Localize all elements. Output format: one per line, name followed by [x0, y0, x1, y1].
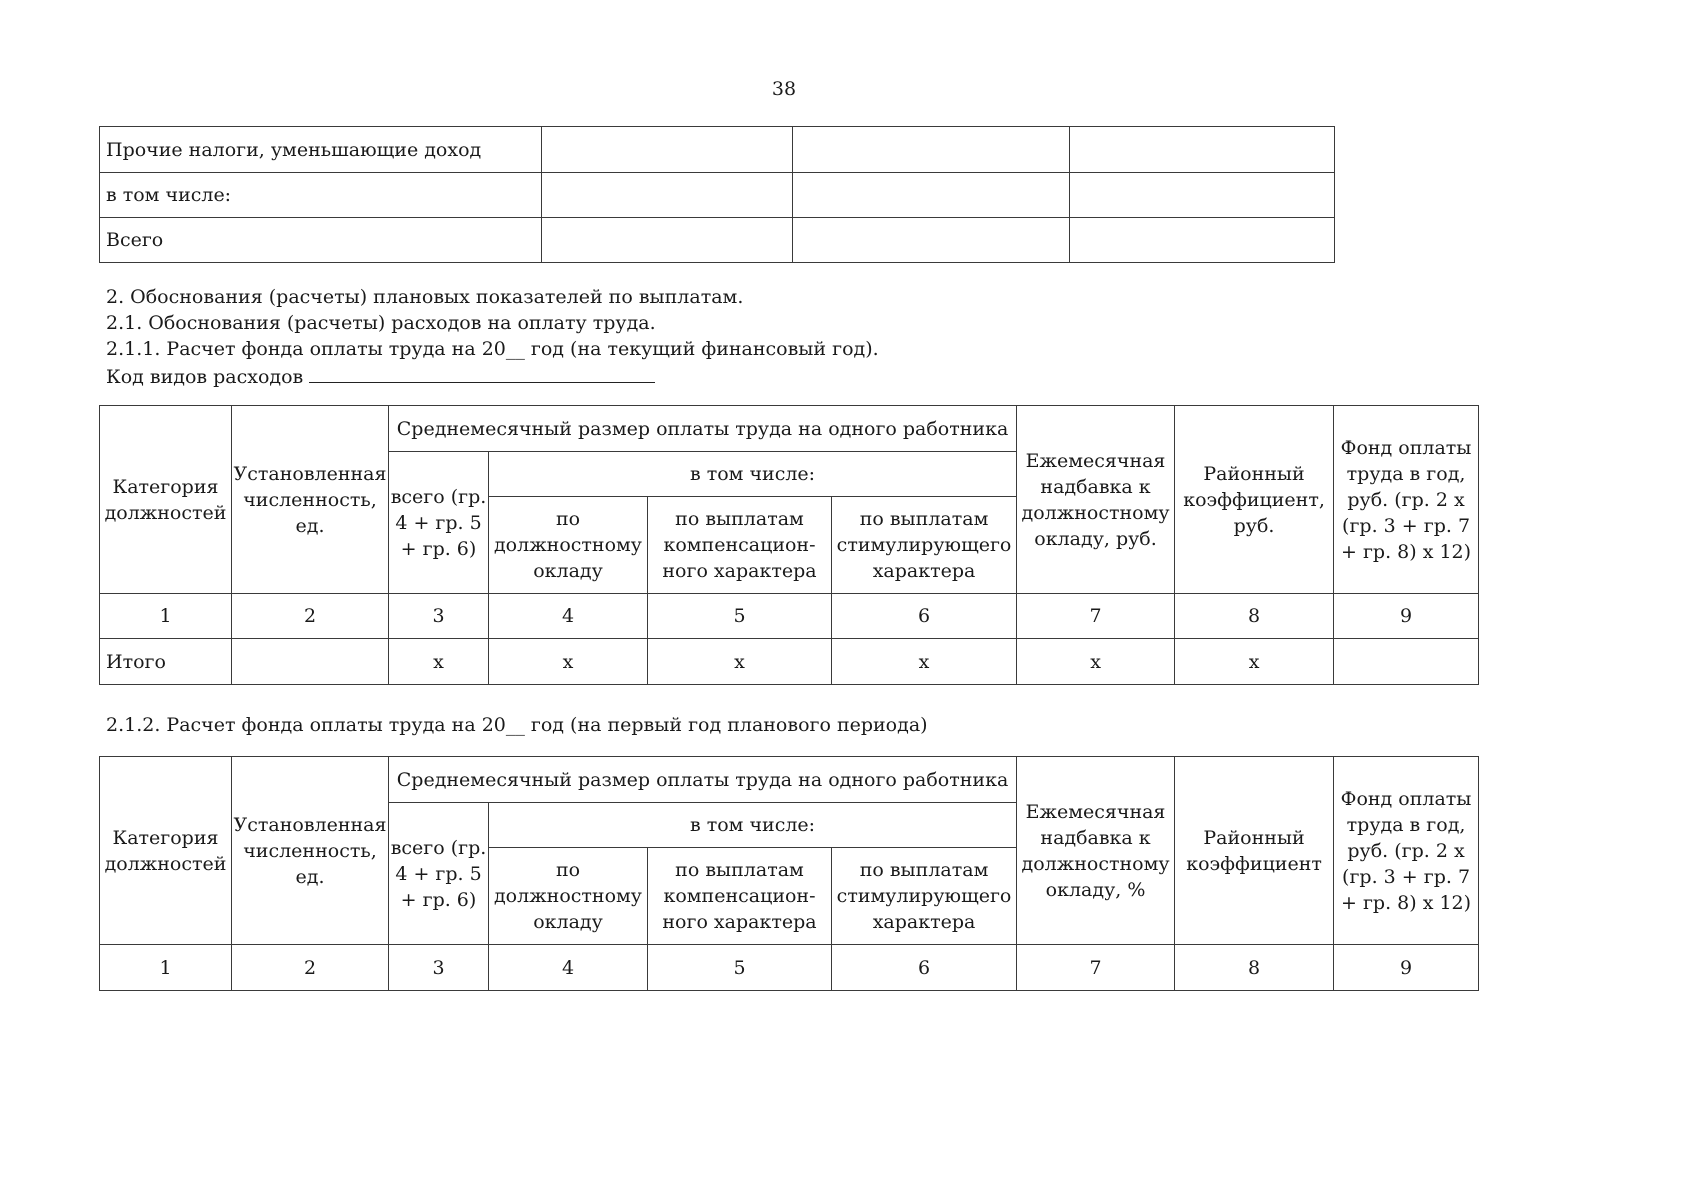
- column-number: 3: [389, 945, 489, 991]
- expense-code-line: [106, 362, 655, 390]
- column-number: 9: [1334, 945, 1479, 991]
- total-cell: x: [648, 639, 832, 685]
- column-number: 5: [648, 594, 832, 639]
- table2-caption: 2.1.2. Расчет фонда оплаты труда на 20__ год (на первый год планового периода): [106, 714, 928, 736]
- header-category: Категория должностей: [100, 757, 232, 945]
- total-cell: x: [1017, 639, 1175, 685]
- table-cell[interactable]: [542, 127, 793, 173]
- column-number: 2: [232, 945, 389, 991]
- table-row-label: в том числе:: [100, 173, 542, 218]
- header-headcount: Установленная численность, ед.: [232, 406, 389, 594]
- table-cell[interactable]: [793, 127, 1070, 173]
- table-row-label: Прочие налоги, уменьшающие доход: [100, 127, 542, 173]
- column-number: 6: [832, 945, 1017, 991]
- header-including: в том числе:: [489, 803, 1017, 848]
- total-cell: x: [832, 639, 1017, 685]
- header-base-salary: по должностному окладу: [489, 848, 648, 945]
- header-including: в том числе:: [489, 452, 1017, 497]
- table-row-label: Всего: [100, 218, 542, 263]
- payroll-table-first-plan-year: [99, 756, 1479, 991]
- header-annual-fund: Фонд оплаты труда в год, руб. (гр. 2 x (гр. 3 + гр. 7 + гр. 8) x 12): [1334, 406, 1479, 594]
- header-monthly-bonus: Ежемесячная надбавка к должностному окладу, %: [1017, 757, 1175, 945]
- table-cell[interactable]: [1070, 127, 1335, 173]
- section-heading: 2. Обоснования (расчеты) плановых показателей по выплатам.: [106, 286, 744, 308]
- total-row-label: Итого: [100, 639, 232, 685]
- header-incentive: по выплатам стимулирующего характера: [832, 848, 1017, 945]
- column-number: 3: [389, 594, 489, 639]
- header-base-salary: по должностному окладу: [489, 497, 648, 594]
- column-number: 5: [648, 945, 832, 991]
- table-cell[interactable]: [793, 173, 1070, 218]
- header-headcount: Установленная численность, ед.: [232, 757, 389, 945]
- total-cell: x: [389, 639, 489, 685]
- column-number: 1: [100, 945, 232, 991]
- table-cell[interactable]: [793, 218, 1070, 263]
- total-cell[interactable]: [232, 639, 389, 685]
- other-taxes-table: [99, 126, 1335, 263]
- header-regional-coefficient: Районный коэффициент: [1175, 757, 1334, 945]
- header-avg-salary: Среднемесячный размер оплаты труда на одного работника: [389, 406, 1017, 452]
- header-annual-fund: Фонд оплаты труда в год, руб. (гр. 2 x (гр. 3 + гр. 7 + гр. 8) x 12): [1334, 757, 1479, 945]
- column-number: 4: [489, 594, 648, 639]
- expense-code-label: Код видов расходов: [106, 366, 304, 388]
- column-number: 2: [232, 594, 389, 639]
- page-number: 38: [771, 78, 797, 100]
- column-number: 9: [1334, 594, 1479, 639]
- total-cell: x: [489, 639, 648, 685]
- header-monthly-bonus: Ежемесячная надбавка к должностному окладу, руб.: [1017, 406, 1175, 594]
- subsection-heading: 2.1. Обоснования (расчеты) расходов на оплату труда.: [106, 312, 656, 334]
- header-compensation: по выплатам компенсацион-ного характера: [648, 848, 832, 945]
- column-number: 8: [1175, 594, 1334, 639]
- expense-code-field[interactable]: [309, 362, 655, 383]
- header-regional-coefficient: Районный коэффициент, руб.: [1175, 406, 1334, 594]
- header-category: Категория должностей: [100, 406, 232, 594]
- header-compensation: по выплатам компенсацион-ного характера: [648, 497, 832, 594]
- table-cell[interactable]: [542, 173, 793, 218]
- total-cell[interactable]: [1334, 639, 1479, 685]
- table-cell[interactable]: [1070, 173, 1335, 218]
- payroll-table-current-year: [99, 405, 1479, 685]
- subsubsection-heading: 2.1.1. Расчет фонда оплаты труда на 20__ год (на текущий финансовый год).: [106, 338, 879, 360]
- table-cell[interactable]: [542, 218, 793, 263]
- header-avg-salary: Среднемесячный размер оплаты труда на одного работника: [389, 757, 1017, 803]
- header-incentive: по выплатам стимулирующего характера: [832, 497, 1017, 594]
- column-number: 7: [1017, 594, 1175, 639]
- column-number: 6: [832, 594, 1017, 639]
- column-number: 7: [1017, 945, 1175, 991]
- header-total: всего (гр. 4 + гр. 5 + гр. 6): [389, 452, 489, 594]
- header-total: всего (гр. 4 + гр. 5 + гр. 6): [389, 803, 489, 945]
- table-cell[interactable]: [1070, 218, 1335, 263]
- column-number: 1: [100, 594, 232, 639]
- total-cell: x: [1175, 639, 1334, 685]
- column-number: 8: [1175, 945, 1334, 991]
- column-number: 4: [489, 945, 648, 991]
